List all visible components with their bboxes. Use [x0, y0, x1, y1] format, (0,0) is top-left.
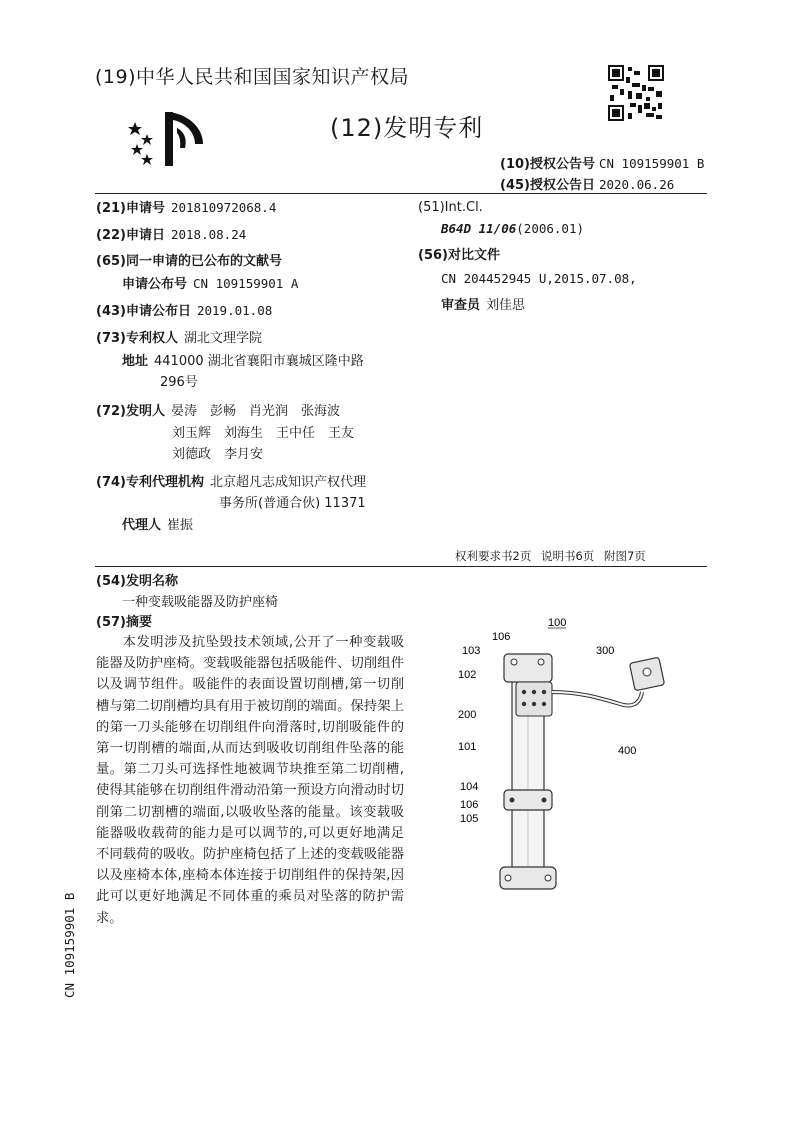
abstract-heading: (57)摘要	[96, 615, 152, 630]
office-name: (19)中华人民共和国国家知识产权局	[95, 66, 410, 88]
inventors-row	[96, 402, 340, 421]
intcl-row	[441, 219, 584, 239]
figure-label-102: 102	[458, 669, 477, 681]
prior-publication-row	[122, 274, 298, 294]
agency-line-2: 事务所(普通合伙) 11371	[219, 496, 366, 511]
prior-publication-label	[96, 252, 282, 271]
examiner-label: 审查员	[441, 298, 481, 313]
application-number-row	[96, 198, 276, 218]
side-patent-code: CN 109159901 B	[62, 892, 77, 998]
intcl-label: (51)Int.Cl.	[418, 200, 483, 215]
intcl-code: B64D 11/06	[441, 221, 517, 236]
address-line-2: 296号	[160, 375, 198, 390]
inventors-label: (72)发明人	[96, 404, 165, 419]
document-type: (12)发明专利	[330, 114, 484, 142]
title-label	[96, 572, 178, 591]
grant-number-label: (10)授权公告号	[500, 157, 595, 172]
grant-date: 2020.06.26	[598, 177, 675, 192]
figure-label-106-bottom: 106	[460, 799, 479, 811]
page-counts: 权利要求书2页 说明书6页 附图7页	[455, 549, 646, 563]
page-count-divider	[95, 566, 707, 567]
address-row	[122, 352, 364, 371]
patentee: 湖北文理学院	[183, 331, 262, 346]
references: CN 204452945 U,2015.07.08,	[441, 271, 637, 286]
figure-label-106-top: 106	[492, 631, 511, 643]
application-date-label: (22)申请日	[96, 228, 165, 243]
grant-number: CN 109159901 B	[598, 156, 705, 171]
title-heading: (54)发明名称	[96, 574, 178, 589]
header-divider	[95, 193, 707, 194]
agency-row	[96, 473, 366, 492]
inventors-line-2: 刘玉辉 刘海生 王中任 王友	[172, 426, 355, 441]
application-number: 201810972068.4	[170, 200, 277, 215]
figure-label-105: 105	[460, 813, 479, 825]
patentee-row	[96, 329, 262, 348]
references-heading: (56)对比文件	[418, 248, 500, 263]
examiner-row	[441, 296, 525, 315]
figure-label-400: 400	[618, 745, 637, 757]
figure-label-103: 103	[462, 645, 481, 657]
prior-publication-heading: (65)同一申请的已公布的文献号	[96, 254, 282, 269]
inventors-line-3: 刘德政 李月安	[172, 447, 264, 462]
figure-label-104: 104	[460, 781, 479, 793]
address-label: 地址	[122, 354, 149, 369]
intcl-version: (2006.01)	[516, 221, 584, 236]
application-date-row	[96, 225, 246, 245]
figure-label-300: 300	[596, 645, 615, 657]
invention-title: 一种变载吸能器及防护座椅	[122, 595, 279, 610]
figure-label-101: 101	[458, 741, 477, 753]
abstract-text: 本发明涉及抗坠毁技术领域,公开了一种变载吸能器及防护座椅。变载吸能器包括吸能件、切削组件以及调节组件。吸能件的表面设置切削槽,第一切削槽与第二切削槽均具有用于被切削的端面。保持架上的第一刀头能够在切削组件向滑落时,切削吸能件的第一切削槽的端面,从而达到吸收切削组件坠落的能量。第二刀头可选择性地被调节块推至第二切削槽,使得其能够在切削组件滑动沿第一预设方向滑动时切削第二切割槽的端面,以吸收坠落的能量。该变载吸能器吸收载荷的能力是可以调节的,可以更好地满足不同载荷的吸收。防护座椅包括了上述的变载吸能器以及座椅本体,座椅本体连接于切削组件的保持架,因此可以更好地满足不同体重的乘员对坠落的防护需求。	[96, 635, 404, 926]
grant-date-row	[500, 174, 674, 193]
address-line-1: 441000 湖北省襄阳市襄城区隆中路	[154, 354, 364, 369]
publication-date-row	[96, 301, 272, 321]
publication-date: 2019.01.08	[196, 303, 273, 318]
inventors-line-1: 晏涛 彭畅 肖光润 张海波	[170, 404, 340, 419]
abstract-label	[96, 613, 152, 632]
prior-publication-number: CN 109159901 A	[193, 276, 299, 291]
grant-date-label: (45)授权公告日	[500, 178, 595, 193]
cnipa-logo	[125, 108, 215, 168]
references-label	[418, 246, 500, 265]
publication-date-label: (43)申请公布日	[96, 304, 191, 319]
patentee-label: (73)专利权人	[96, 331, 178, 346]
qr-code-icon	[608, 65, 664, 121]
agency-line-1: 北京超凡志成知识产权代理	[209, 475, 366, 490]
agent-label: 代理人	[122, 518, 162, 533]
agent-row	[122, 516, 193, 535]
agency-label: (74)专利代理机构	[96, 475, 204, 490]
figure-label-200: 200	[458, 709, 477, 721]
figure-label-100: 100	[548, 617, 567, 629]
agent: 崔振	[167, 518, 194, 533]
energy-absorber-figure	[420, 612, 700, 912]
prior-publication-number-label: 申请公布号	[122, 277, 188, 292]
grant-number-row	[500, 153, 704, 172]
examiner: 刘佳思	[486, 298, 526, 313]
application-number-label: (21)申请号	[96, 201, 165, 216]
application-date: 2018.08.24	[170, 227, 247, 242]
